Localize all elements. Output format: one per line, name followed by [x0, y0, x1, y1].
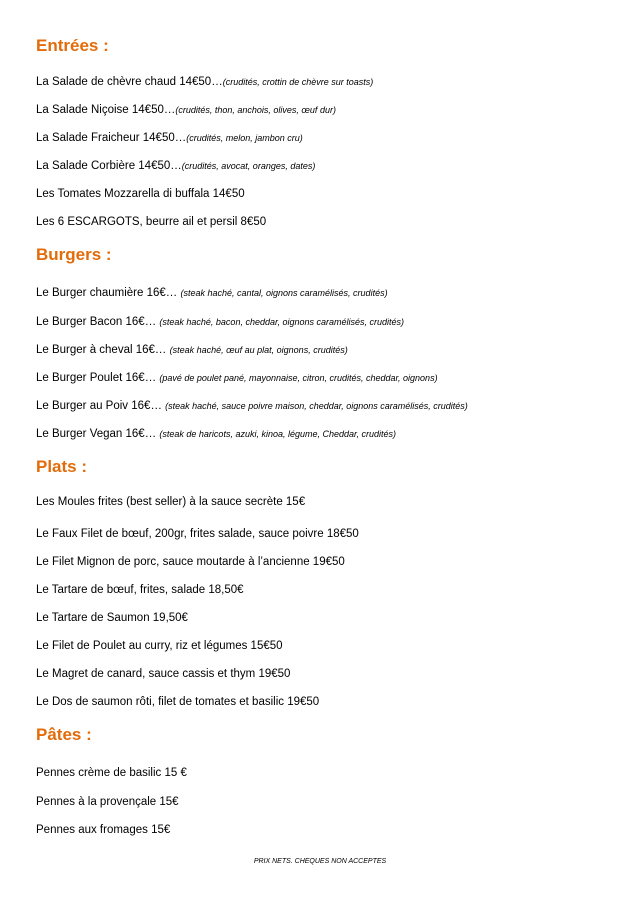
item-name: Le Faux Filet de bœuf, 200gr, frites salade, sauce poivre 18€50: [36, 528, 359, 540]
menu-item: [36, 495, 305, 509]
item-name: Le Filet de Poulet au curry, riz et légumes 15€50: [36, 640, 283, 652]
item-name: La Salade Niçoise 14€50…: [36, 104, 176, 116]
menu-item: [36, 75, 373, 89]
item-name: Le Burger au Poiv 16€…: [36, 400, 166, 412]
item-name: Le Filet Mignon de porc, sauce moutarde à l’ancienne 19€50: [36, 556, 345, 568]
menu-item: [36, 555, 345, 569]
item-name: Le Burger Poulet 16€…: [36, 372, 160, 384]
menu-item: [36, 187, 245, 201]
menu-item: [36, 399, 468, 413]
menu-item: [36, 215, 266, 229]
item-name: Pennes aux fromages 15€: [36, 824, 171, 836]
item-name: Pennes à la provençale 15€: [36, 796, 179, 808]
menu-item: [36, 343, 348, 357]
menu-item: [36, 639, 283, 653]
item-name: Le Dos de saumon rôti, filet de tomates et basilic 19€50: [36, 696, 320, 708]
menu-item: [36, 371, 438, 385]
item-name: Le Burger chaumière 16€…: [36, 287, 181, 299]
item-name: Le Burger Vegan 16€…: [36, 428, 160, 440]
menu-item: [36, 427, 396, 441]
menu-item: [36, 159, 315, 173]
item-description: (steak de haricots, azuki, kinoa, légume, Cheddar, crudités): [159, 429, 397, 439]
item-name: Les Tomates Mozzarella di buffala 14€50: [36, 188, 245, 200]
section-title-burgers: Burgers :: [36, 245, 112, 264]
item-name: Le Burger à cheval 16€…: [36, 344, 170, 356]
item-description: (crudités, thon, anchois, olives, œuf dur): [175, 105, 336, 115]
item-name: La Salade de chèvre chaud 14€50…: [36, 76, 223, 88]
section-title-entrees: Entrées :: [36, 36, 109, 55]
item-description: (pavé de poulet pané, mayonnaise, citron, crudités, cheddar, oignons): [159, 373, 438, 383]
item-description: (crudités, crottin de chèvre sur toasts): [222, 77, 374, 87]
menu-item: [36, 315, 404, 329]
item-description: (steak haché, cantal, oignons caramélisés, crudités): [180, 288, 388, 298]
menu-item: [36, 667, 290, 681]
item-description: (crudités, melon, jambon cru): [186, 133, 303, 143]
item-name: Les Moules frites (best seller) à la sauce secrète 15€: [36, 496, 306, 508]
item-name: La Salade Fraicheur 14€50…: [36, 132, 187, 144]
menu-item: [36, 611, 188, 625]
item-name: Les 6 ESCARGOTS, beurre ail et persil 8€50: [36, 216, 267, 228]
footer-note: PRIX NETS. CHEQUES NON ACCEPTES: [253, 858, 387, 865]
item-name: La Salade Corbière 14€50…: [36, 160, 182, 172]
item-name: Le Burger Bacon 16€…: [36, 316, 160, 328]
item-description: (steak haché, œuf au plat, oignons, crudités): [169, 345, 348, 355]
menu-item: [36, 583, 244, 597]
item-name: Le Tartare de bœuf, frites, salade 18,50€: [36, 584, 244, 596]
menu-item: [36, 286, 388, 300]
menu-item: [36, 131, 303, 145]
section-title-pates: Pâtes :: [36, 725, 92, 744]
menu-item: [36, 695, 319, 709]
menu-item: [36, 795, 179, 809]
item-name: Pennes crème de basilic 15 €: [36, 767, 187, 779]
section-title-plats: Plats :: [36, 457, 88, 476]
item-description: (crudités, avocat, oranges, dates): [181, 161, 316, 171]
menu-item: [36, 103, 336, 117]
item-name: Le Tartare de Saumon 19,50€: [36, 612, 188, 624]
item-description: (steak haché, bacon, cheddar, oignons caramélisés, crudités): [159, 317, 405, 327]
menu-item: [36, 766, 187, 780]
item-name: Le Magret de canard, sauce cassis et thym 19€50: [36, 668, 291, 680]
menu-item: [36, 527, 359, 541]
menu-item: [36, 823, 170, 837]
item-description: (steak haché, sauce poivre maison, cheddar, oignons caramélisés, crudités): [165, 401, 468, 411]
